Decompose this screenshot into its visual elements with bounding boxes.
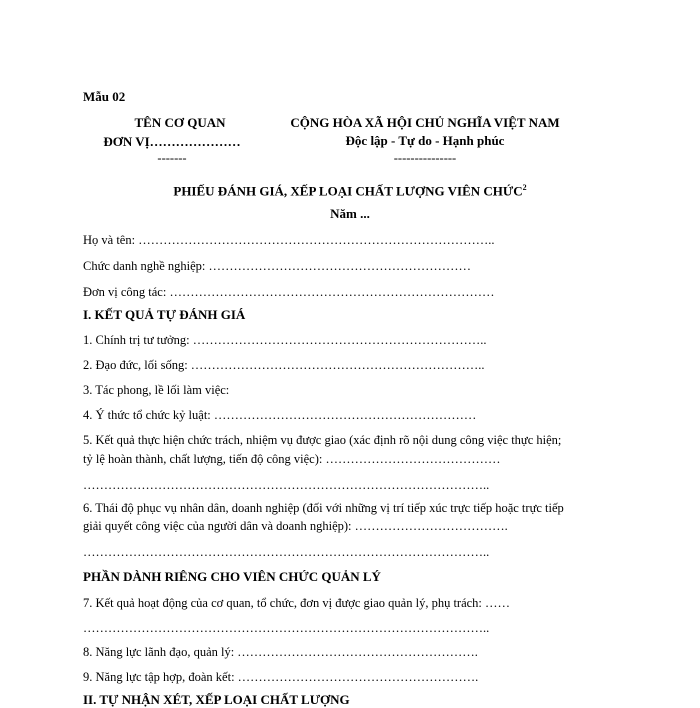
field-name: Họ và tên: …………………………………………………………………………..	[83, 233, 495, 247]
item-6-dots: ……………………………………………………………………………………..	[83, 545, 490, 559]
item-7: 7. Kết quả hoạt động của cơ quan, tổ chức, đơn vị được giao quản lý, phụ trách: ……	[83, 596, 511, 610]
document-title	[173, 183, 526, 199]
item-2: 2. Đạo đức, lối sống: ……………………………………………………………..	[83, 358, 485, 372]
item-5-line-1: 5. Kết quả thực hiện chức trách, nhiệm vụ được giao (xác định rõ nội dung công việc thực hiện;	[83, 433, 562, 447]
nation-motto: Độc lập - Tự do - Hạnh phúc	[345, 133, 505, 148]
item-5-line-2: tỷ lệ hoàn thành, chất lượng, tiến độ công việc): ……………………………………	[83, 452, 501, 466]
item-3: 3. Tác phong, lề lối làm việc:	[83, 383, 230, 397]
section-2-heading: II. TỰ NHẬN XÉT, XẾP LOẠI CHẤT LƯỢNG	[83, 692, 350, 707]
year-line: Năm ...	[330, 206, 370, 221]
field-job-title: Chức danh nghề nghiệp: ………………………………………………………	[83, 259, 472, 273]
form-code: Mẫu 02	[83, 89, 126, 104]
nation-separator: ---------------	[393, 151, 457, 165]
manager-section-heading: PHẦN DÀNH RIÊNG CHO VIÊN CHỨC QUẢN LÝ	[83, 569, 381, 584]
agency-separator: -------	[157, 151, 187, 165]
item-5-dots: ……………………………………………………………………………………..	[83, 478, 490, 492]
footnote-mark: 2	[522, 183, 527, 192]
item-6-line-1: 6. Thái độ phục vụ nhân dân, doanh nghiệp (đối với những vị trí tiếp xúc trực tiếp hoặc trực tiếp	[83, 501, 564, 515]
item-9: 9. Năng lực tập hợp, đoàn kết: ………………………………………………….	[83, 670, 479, 684]
section-1-heading: I. KẾT QUẢ TỰ ĐÁNH GIÁ	[83, 307, 246, 322]
item-7-dots: ……………………………………………………………………………………..	[83, 621, 490, 635]
document-title-text: PHIẾU ĐÁNH GIÁ, XẾP LOẠI CHẤT LƯỢNG VIÊN CHỨC	[173, 183, 523, 199]
item-4: 4. Ý thức tổ chức kỷ luật: ………………………………………………………	[83, 408, 477, 422]
item-6-line-2: giải quyết công việc của người dân và doanh nghiệp): ……………………………….	[83, 519, 508, 533]
nation-title: CỘNG HÒA XÃ HỘI CHỦ NGHĨA VIỆT NAM	[290, 115, 560, 130]
agency-name: TÊN CƠ QUAN	[134, 115, 226, 130]
field-work-unit: Đơn vị công tác: ……………………………………………………………………	[83, 285, 495, 299]
item-1: 1. Chính trị tư tưởng: ……………………………………………………………..	[83, 333, 487, 347]
item-8: 8. Năng lực lãnh đạo, quản lý: ………………………………………………….	[83, 645, 478, 659]
unit-name: ĐƠN VỊ…………………	[103, 134, 241, 149]
